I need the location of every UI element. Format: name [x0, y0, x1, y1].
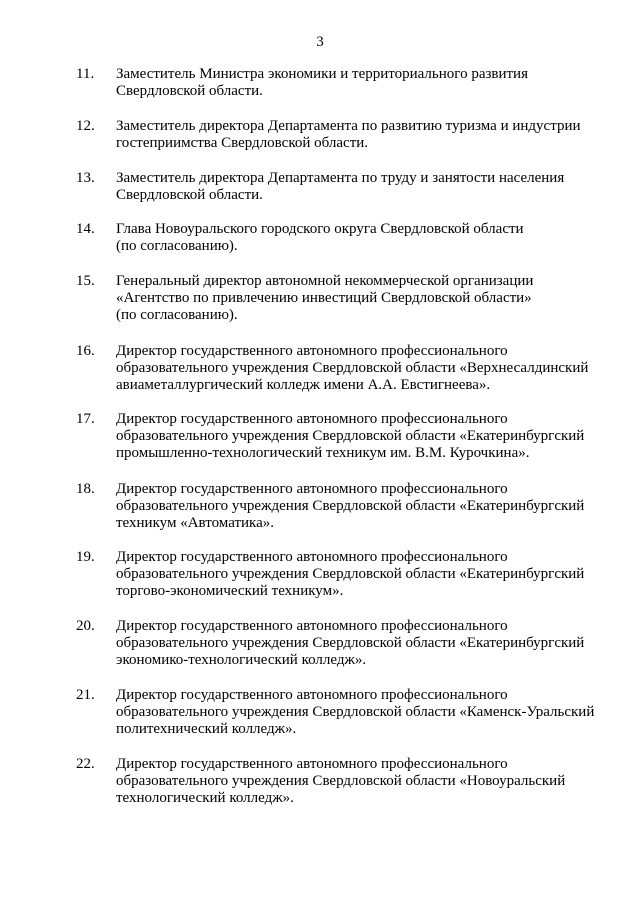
item-number: 17.: [76, 411, 95, 427]
item-text: [116, 66, 616, 100]
item-text: [116, 549, 616, 600]
item-text: [116, 756, 616, 807]
item-number: 21.: [76, 687, 95, 703]
item-line: Директор государственного автономного профессионального: [116, 343, 508, 359]
item-line: Свердловской области.: [116, 187, 263, 203]
item-line: Директор государственного автономного профессионального: [116, 756, 508, 772]
item-line: экономико-технологический колледж».: [116, 652, 367, 668]
item-line: технологический колледж».: [116, 790, 294, 806]
page-number: 3: [316, 34, 324, 50]
item-text: [116, 687, 616, 738]
item-line: Директор государственного автономного профессионального: [116, 411, 508, 427]
item-line: гостеприимства Свердловской области.: [116, 135, 369, 151]
item-line: образовательного учреждения Свердловской области «Верхнесалдинский: [116, 360, 589, 376]
item-number: 15.: [76, 273, 95, 289]
item-line: Директор государственного автономного профессионального: [116, 618, 508, 634]
item-line: Заместитель директора Департамента по труду и занятости населения: [116, 170, 565, 186]
item-text: [116, 273, 616, 324]
item-line: промышленно-технологический техникум им. В.М. Курочкина».: [116, 445, 530, 461]
item-line: Заместитель директора Департамента по развитию туризма и индустрии: [116, 118, 581, 134]
item-text: [116, 481, 616, 532]
item-number: 11.: [76, 66, 95, 82]
item-number: 13.: [76, 170, 95, 186]
item-text: [116, 411, 616, 462]
item-line: Заместитель Министра экономики и территориального развития: [116, 66, 528, 82]
item-text: [116, 343, 616, 394]
item-number: 14.: [76, 221, 95, 237]
item-line: образовательного учреждения Свердловской области «Екатеринбургский: [116, 566, 585, 582]
item-text: [116, 118, 616, 152]
item-line: (по согласованию).: [116, 238, 238, 254]
item-number: 20.: [76, 618, 95, 634]
item-text: [116, 170, 616, 204]
item-line: образовательного учреждения Свердловской области «Новоуральский: [116, 773, 566, 789]
item-number: 12.: [76, 118, 95, 134]
item-line: техникум «Автоматика».: [116, 515, 275, 531]
item-line: образовательного учреждения Свердловской области «Екатеринбургский: [116, 635, 585, 651]
item-line: Директор государственного автономного профессионального: [116, 481, 508, 497]
item-number: 18.: [76, 481, 95, 497]
item-line: авиаметаллургический колледж имени А.А. Евстигнеева».: [116, 377, 491, 393]
item-line: «Агентство по привлечению инвестиций Свердловской области»: [116, 290, 532, 306]
item-line: Директор государственного автономного профессионального: [116, 549, 508, 565]
item-line: Свердловской области.: [116, 83, 263, 99]
item-line: (по согласованию).: [116, 307, 238, 323]
item-line: образовательного учреждения Свердловской области «Екатеринбургский: [116, 428, 585, 444]
item-line: образовательного учреждения Свердловской области «Каменск-Уральский: [116, 704, 595, 720]
item-line: торгово-экономический техникум».: [116, 583, 344, 599]
item-number: 22.: [76, 756, 95, 772]
item-number: 16.: [76, 343, 95, 359]
item-number: 19.: [76, 549, 95, 565]
item-line: Директор государственного автономного профессионального: [116, 687, 508, 703]
item-line: Генеральный директор автономной некоммерческой организации: [116, 273, 534, 289]
item-line: политехнический колледж».: [116, 721, 297, 737]
item-text: [116, 221, 616, 255]
item-line: Глава Новоуральского городского округа Свердловской области: [116, 221, 524, 237]
item-line: образовательного учреждения Свердловской области «Екатеринбургский: [116, 498, 585, 514]
item-text: [116, 618, 616, 669]
